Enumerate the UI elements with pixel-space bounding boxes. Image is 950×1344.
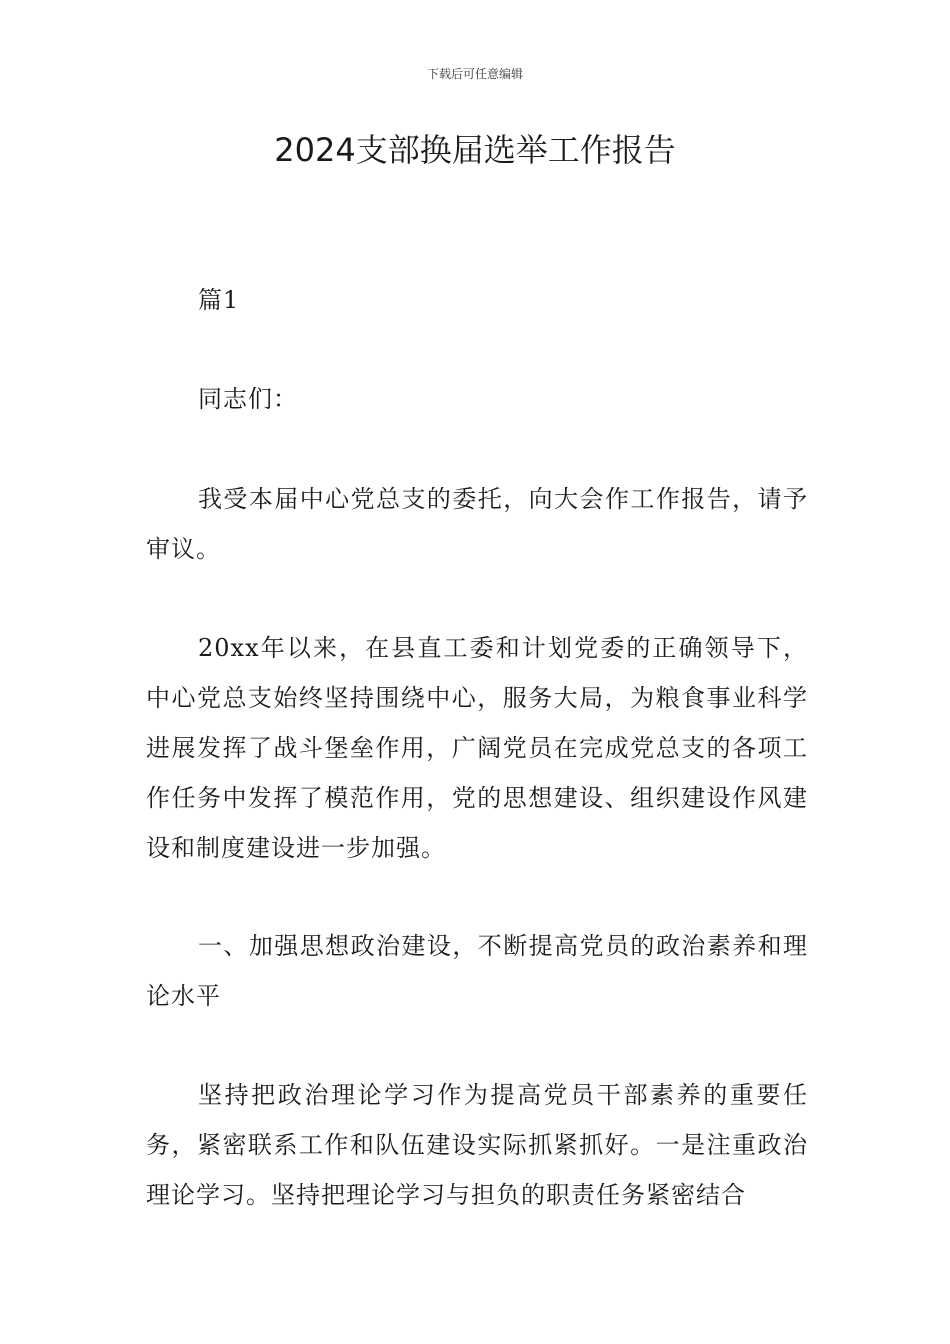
- document-title: 2024支部换届选举工作报告: [274, 131, 676, 169]
- body-paragraph-1: 我受本届中心党总支的委托，向大会作工作报告，请予审议。: [146, 485, 808, 563]
- header-note: 下载后可任意编辑: [426, 67, 523, 81]
- salutation: 同志们：: [198, 385, 298, 413]
- section-label: 篇1: [198, 286, 240, 314]
- section-heading-1: 一、加强思想政治建设，不断提高党员的政治素养和理论水平: [146, 932, 808, 1010]
- body-paragraph-3: 坚持把政治理论学习作为提高党员干部素养的重要任务，紧密联系工作和队伍建设实际抓紧抓好。一是注重政治理论学习。坚持把理论学习与担负的职责任务紧密结合: [146, 1081, 808, 1209]
- body-paragraph-2: 20xx年以来，在县直工委和计划党委的正确领导下，中心党总支始终坚持围绕中心，服务大局，为粮食事业科学进展发挥了战斗堡垒作用，广阔党员在完成党总支的各项工作任务中发挥了模范作用，党的思想建设、组织建设作风建设和制度建设进一步加强。: [146, 634, 808, 862]
